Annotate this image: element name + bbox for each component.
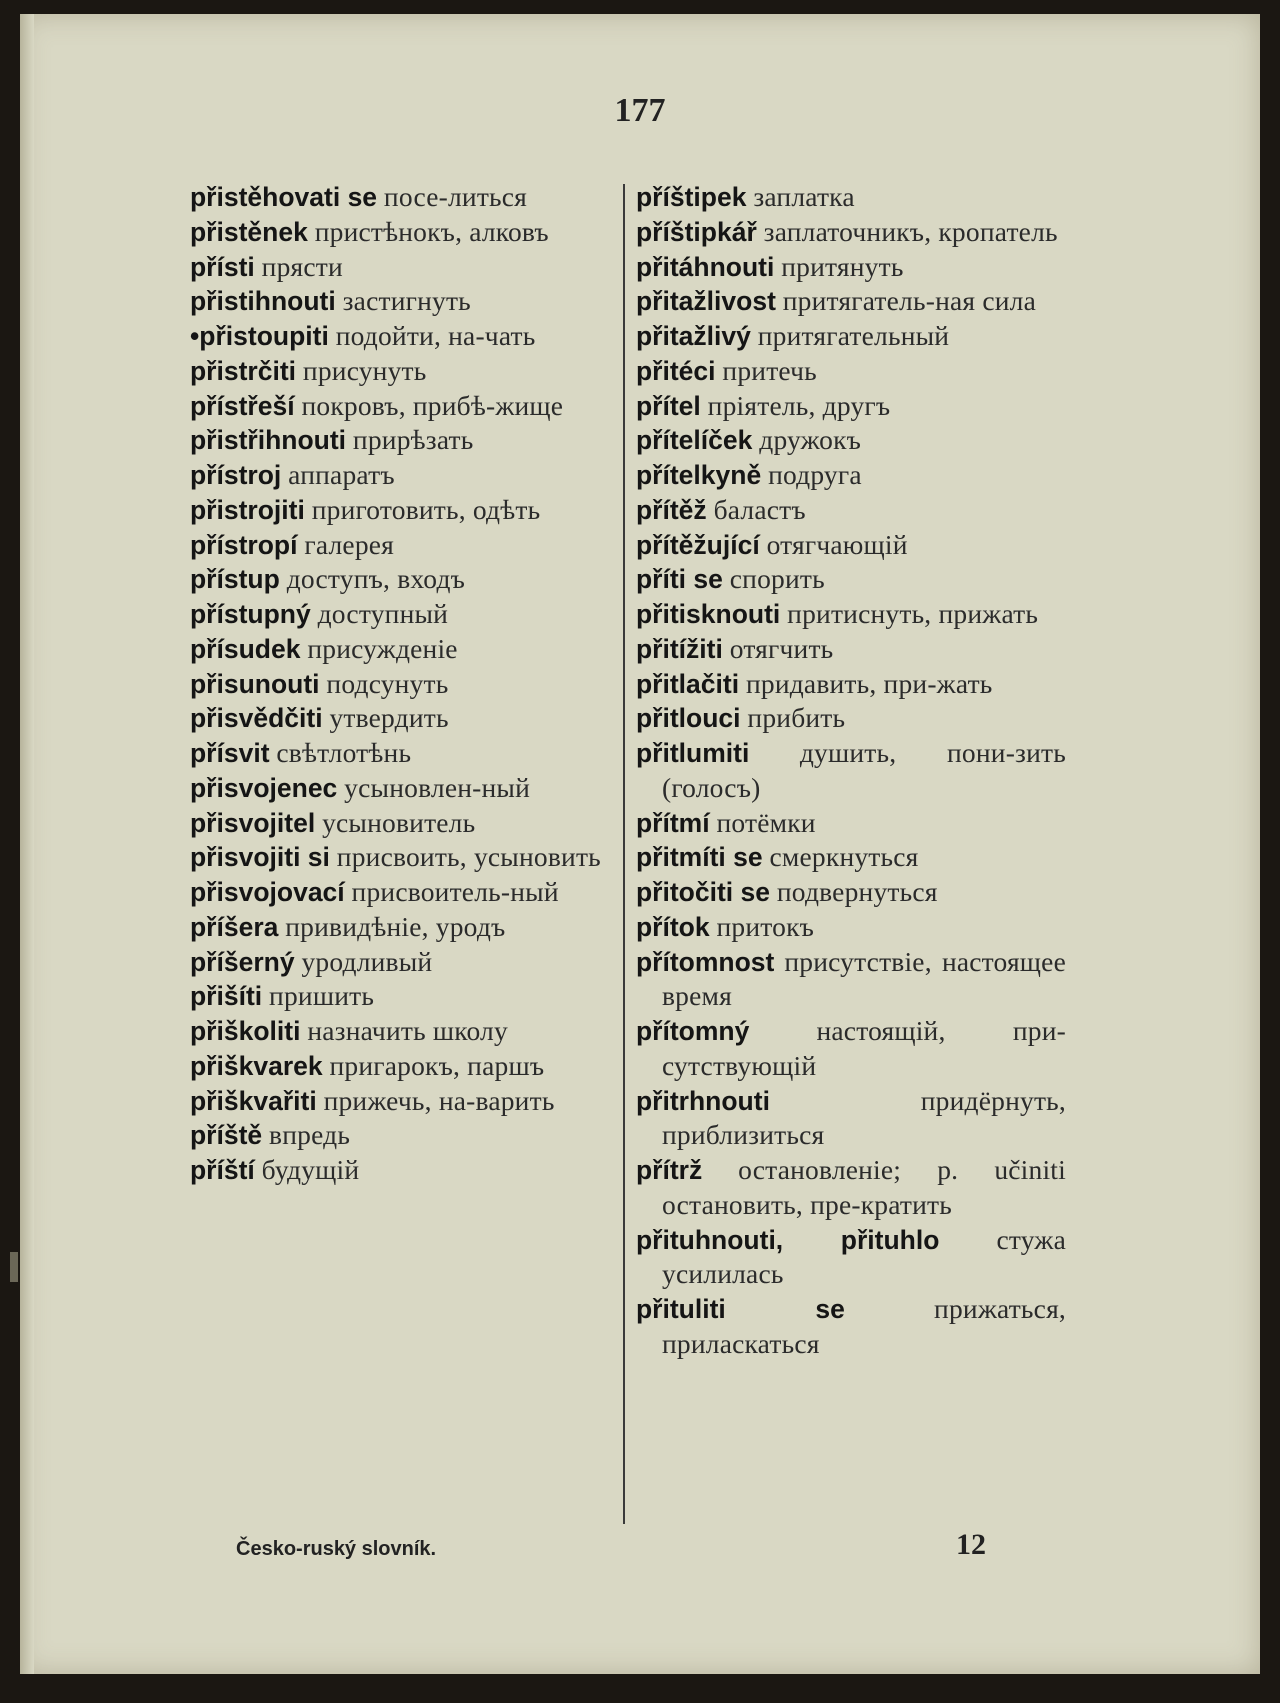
headword: přistrčiti: [190, 355, 297, 386]
dictionary-entry: [636, 423, 1066, 458]
headword: •přistoupiti: [190, 321, 329, 351]
right-column: [636, 180, 1066, 1362]
headword: přiškvarek: [190, 1050, 323, 1081]
translation: дружокъ: [759, 424, 862, 456]
translation: душить, пони-зить (голосъ): [662, 737, 1066, 803]
headword: přisvojovací: [190, 877, 345, 907]
page-number: 177: [614, 92, 666, 129]
headword: přišíti: [190, 981, 263, 1012]
dictionary-entry: [190, 1118, 618, 1153]
headword: přístupný: [190, 599, 311, 629]
headword: přisvojitel: [190, 807, 316, 838]
dictionary-entry: [190, 423, 618, 458]
headword: přítomný: [636, 1016, 750, 1046]
dictionary-entry: [190, 1049, 618, 1084]
translation: присвоитель-ный: [351, 876, 559, 907]
dictionary-entry: [636, 910, 1066, 945]
dictionary-entry: [190, 180, 618, 215]
translation: уродливый: [301, 945, 433, 977]
headword: přísti: [190, 251, 255, 282]
dictionary-entry: [636, 319, 1066, 354]
translation: потёмки: [716, 806, 816, 838]
dictionary-entry: [190, 945, 618, 980]
translation: покровъ, прибѣ-жище: [301, 389, 564, 421]
headword: přítomnost: [636, 946, 775, 977]
translation: подвернуться: [776, 876, 938, 907]
dictionary-entry: [190, 528, 618, 563]
headword: příští: [190, 1155, 255, 1185]
headword: příště: [190, 1120, 263, 1151]
headword: přitlačiti: [636, 668, 740, 699]
dictionary-entry: [190, 736, 618, 771]
translation: спорить: [729, 563, 825, 595]
dictionary-entry: [190, 840, 618, 875]
dictionary-entry: [190, 562, 618, 597]
dictionary-entry: [636, 389, 1066, 424]
translation: пріятель, другъ: [707, 389, 891, 421]
headword: přítok: [636, 911, 710, 942]
dictionary-entry: [190, 875, 618, 910]
dictionary-entry: [636, 180, 1066, 215]
dictionary-entry: [190, 250, 618, 285]
dictionary-entry: [636, 875, 1066, 910]
dictionary-entry: [190, 701, 618, 736]
dictionary-entry: [636, 1223, 1066, 1293]
translation: пришить: [269, 980, 375, 1012]
translation: придёрнуть, приблизиться: [662, 1084, 1066, 1151]
headword: přitížiti: [636, 633, 723, 664]
headword: přituhnouti, přituhlo: [636, 1224, 940, 1255]
headword: přitlumiti: [636, 738, 750, 768]
translation: притокъ: [716, 910, 815, 942]
translation: настоящій, при-сутствующій: [662, 1015, 1066, 1081]
translation: усыновитель: [322, 806, 476, 838]
dictionary-entry: [636, 250, 1066, 285]
dictionary-entry: [636, 840, 1066, 875]
dictionary-entry: [190, 1153, 618, 1188]
translation: усыновлен-ный: [344, 771, 531, 803]
margin-mark: [10, 1252, 18, 1282]
translation: притечь: [722, 354, 817, 386]
headword: přístropí: [190, 529, 298, 560]
translation: приготовить, одѣть: [311, 493, 541, 525]
translation: доступъ, входъ: [286, 563, 466, 595]
dictionary-page: [20, 14, 1260, 1674]
translation: присутствіе, настоящее время: [662, 945, 1066, 1012]
column-divider: [623, 184, 625, 1524]
dictionary-entry: [190, 284, 618, 319]
headword: přísvit: [190, 738, 270, 768]
translation: застигнуть: [342, 285, 471, 317]
headword: přistihnouti: [190, 286, 336, 317]
translation: прижечь, на-варить: [323, 1084, 555, 1116]
headword: přisvojiti si: [190, 842, 330, 873]
headword: přitéci: [636, 355, 716, 386]
dictionary-entry: [636, 1084, 1066, 1154]
headword: přistrojiti: [190, 494, 305, 525]
headword: příšerný: [190, 946, 295, 977]
headword: přísudek: [190, 633, 301, 664]
dictionary-entry: [636, 354, 1066, 389]
dictionary-entry: [636, 701, 1066, 736]
headword: příštipkář: [636, 216, 757, 247]
translation: притягательный: [757, 320, 950, 351]
headword: přisvědčiti: [190, 703, 323, 734]
dictionary-entry: [636, 945, 1066, 1015]
headword: příšera: [190, 911, 279, 942]
dictionary-entry: [636, 562, 1066, 597]
dictionary-entry: [636, 806, 1066, 841]
translation: свѣтлотѣнь: [276, 737, 412, 768]
translation: прирѣзать: [352, 424, 474, 456]
translation: присужденіе: [307, 632, 458, 664]
translation: пристѣнокъ, алковъ: [314, 215, 549, 247]
translation: заплаточникъ, кропатель: [763, 215, 1058, 247]
headword: přiškvařiti: [190, 1085, 317, 1116]
dictionary-entry: [190, 632, 618, 667]
dictionary-entry: [636, 667, 1066, 702]
dictionary-entry: [190, 1084, 618, 1119]
translation: доступный: [317, 598, 449, 629]
translation: заплатка: [753, 181, 855, 212]
translation: подсунуть: [326, 667, 449, 699]
headword: přitočiti se: [636, 877, 771, 907]
dictionary-entry: [636, 458, 1066, 493]
dictionary-entry: [190, 354, 618, 389]
dictionary-entry: [190, 597, 618, 632]
headword: přítelkyně: [636, 460, 762, 490]
translation: пригарокъ, паршъ: [329, 1049, 545, 1081]
dictionary-entry: [190, 910, 618, 945]
headword: přítěžující: [636, 529, 760, 560]
headword: přístřeší: [190, 390, 295, 421]
translation: смеркнуться: [769, 841, 919, 873]
headword: přístroj: [190, 460, 282, 490]
headword: přistřihnouti: [190, 425, 347, 456]
signature-mark: 12: [956, 1528, 986, 1561]
headword: přisunouti: [190, 668, 320, 699]
headword: přisvojenec: [190, 772, 338, 803]
headword: přítmí: [636, 807, 710, 838]
dictionary-entry: [636, 1153, 1066, 1223]
translation: прибить: [747, 702, 846, 734]
dictionary-entry: [190, 319, 618, 354]
translation: привидѣніе, уродъ: [285, 910, 506, 942]
translation: притиснуть, прижать: [787, 598, 1039, 629]
translation: прясти: [261, 250, 343, 282]
headword: přiškoliti: [190, 1016, 301, 1046]
dictionary-entry: [636, 632, 1066, 667]
headword: přistěhovati se: [190, 182, 378, 212]
headword: přítel: [636, 390, 701, 421]
left-column: [190, 180, 618, 1188]
translation: подойти, на-чать: [335, 320, 536, 351]
headword: příštipek: [636, 182, 747, 212]
binding-edge: [20, 14, 34, 1674]
translation: подруга: [768, 459, 862, 490]
headword: přístup: [190, 564, 280, 595]
dictionary-entry: [190, 979, 618, 1014]
dictionary-entry: [636, 528, 1066, 563]
translation: стужа усилилась: [662, 1223, 1066, 1290]
headword: příti se: [636, 564, 723, 595]
footer-title: Česko-ruský slovník.: [236, 1538, 437, 1560]
headword: přítelíček: [636, 425, 753, 456]
dictionary-entry: [190, 806, 618, 841]
translation: аппаратъ: [288, 459, 395, 490]
translation: галерея: [304, 528, 395, 560]
dictionary-entry: [636, 1014, 1066, 1084]
translation: впредь: [269, 1119, 351, 1151]
dictionary-entry: [636, 736, 1066, 806]
translation: баластъ: [713, 493, 806, 525]
translation: назначить школу: [307, 1015, 508, 1046]
headword: přituliti se: [636, 1294, 845, 1324]
headword: přitáhnouti: [636, 251, 775, 282]
dictionary-entry: [190, 458, 618, 493]
headword: přitmíti se: [636, 842, 763, 873]
dictionary-entry: [636, 493, 1066, 528]
headword: přítrž: [636, 1155, 703, 1185]
headword: přistěnek: [190, 216, 308, 247]
translation: присвоить, усыновить: [336, 841, 601, 873]
translation: присунуть: [302, 354, 427, 386]
headword: přitažlivý: [636, 321, 751, 351]
dictionary-entry: [636, 597, 1066, 632]
dictionary-entry: [190, 493, 618, 528]
headword: přitlouci: [636, 703, 741, 734]
headword: přitisknouti: [636, 599, 781, 629]
translation: придавить, при-жать: [745, 667, 993, 699]
translation: посе-литься: [383, 181, 528, 212]
translation: утвердить: [329, 702, 449, 734]
dictionary-entry: [190, 1014, 618, 1049]
dictionary-entry: [636, 215, 1066, 250]
translation: притянуть: [781, 250, 904, 282]
dictionary-entry: [190, 667, 618, 702]
headword: přítěž: [636, 494, 707, 525]
dictionary-entry: [190, 389, 618, 424]
translation: отягчающій: [766, 528, 908, 560]
dictionary-entry: [636, 284, 1066, 319]
translation: будущій: [261, 1154, 360, 1185]
translation: отягчить: [729, 632, 834, 664]
translation: притягатель-ная сила: [782, 285, 1036, 317]
headword: přitrhnouti: [636, 1085, 770, 1116]
dictionary-entry: [636, 1292, 1066, 1362]
dictionary-entry: [190, 215, 618, 250]
translation: прижаться, приласкаться: [662, 1293, 1066, 1359]
translation: остановленіе; p. učiniti остановить, пре-кратить: [662, 1154, 1066, 1220]
dictionary-entry: [190, 771, 618, 806]
headword: přitažlivost: [636, 286, 776, 317]
